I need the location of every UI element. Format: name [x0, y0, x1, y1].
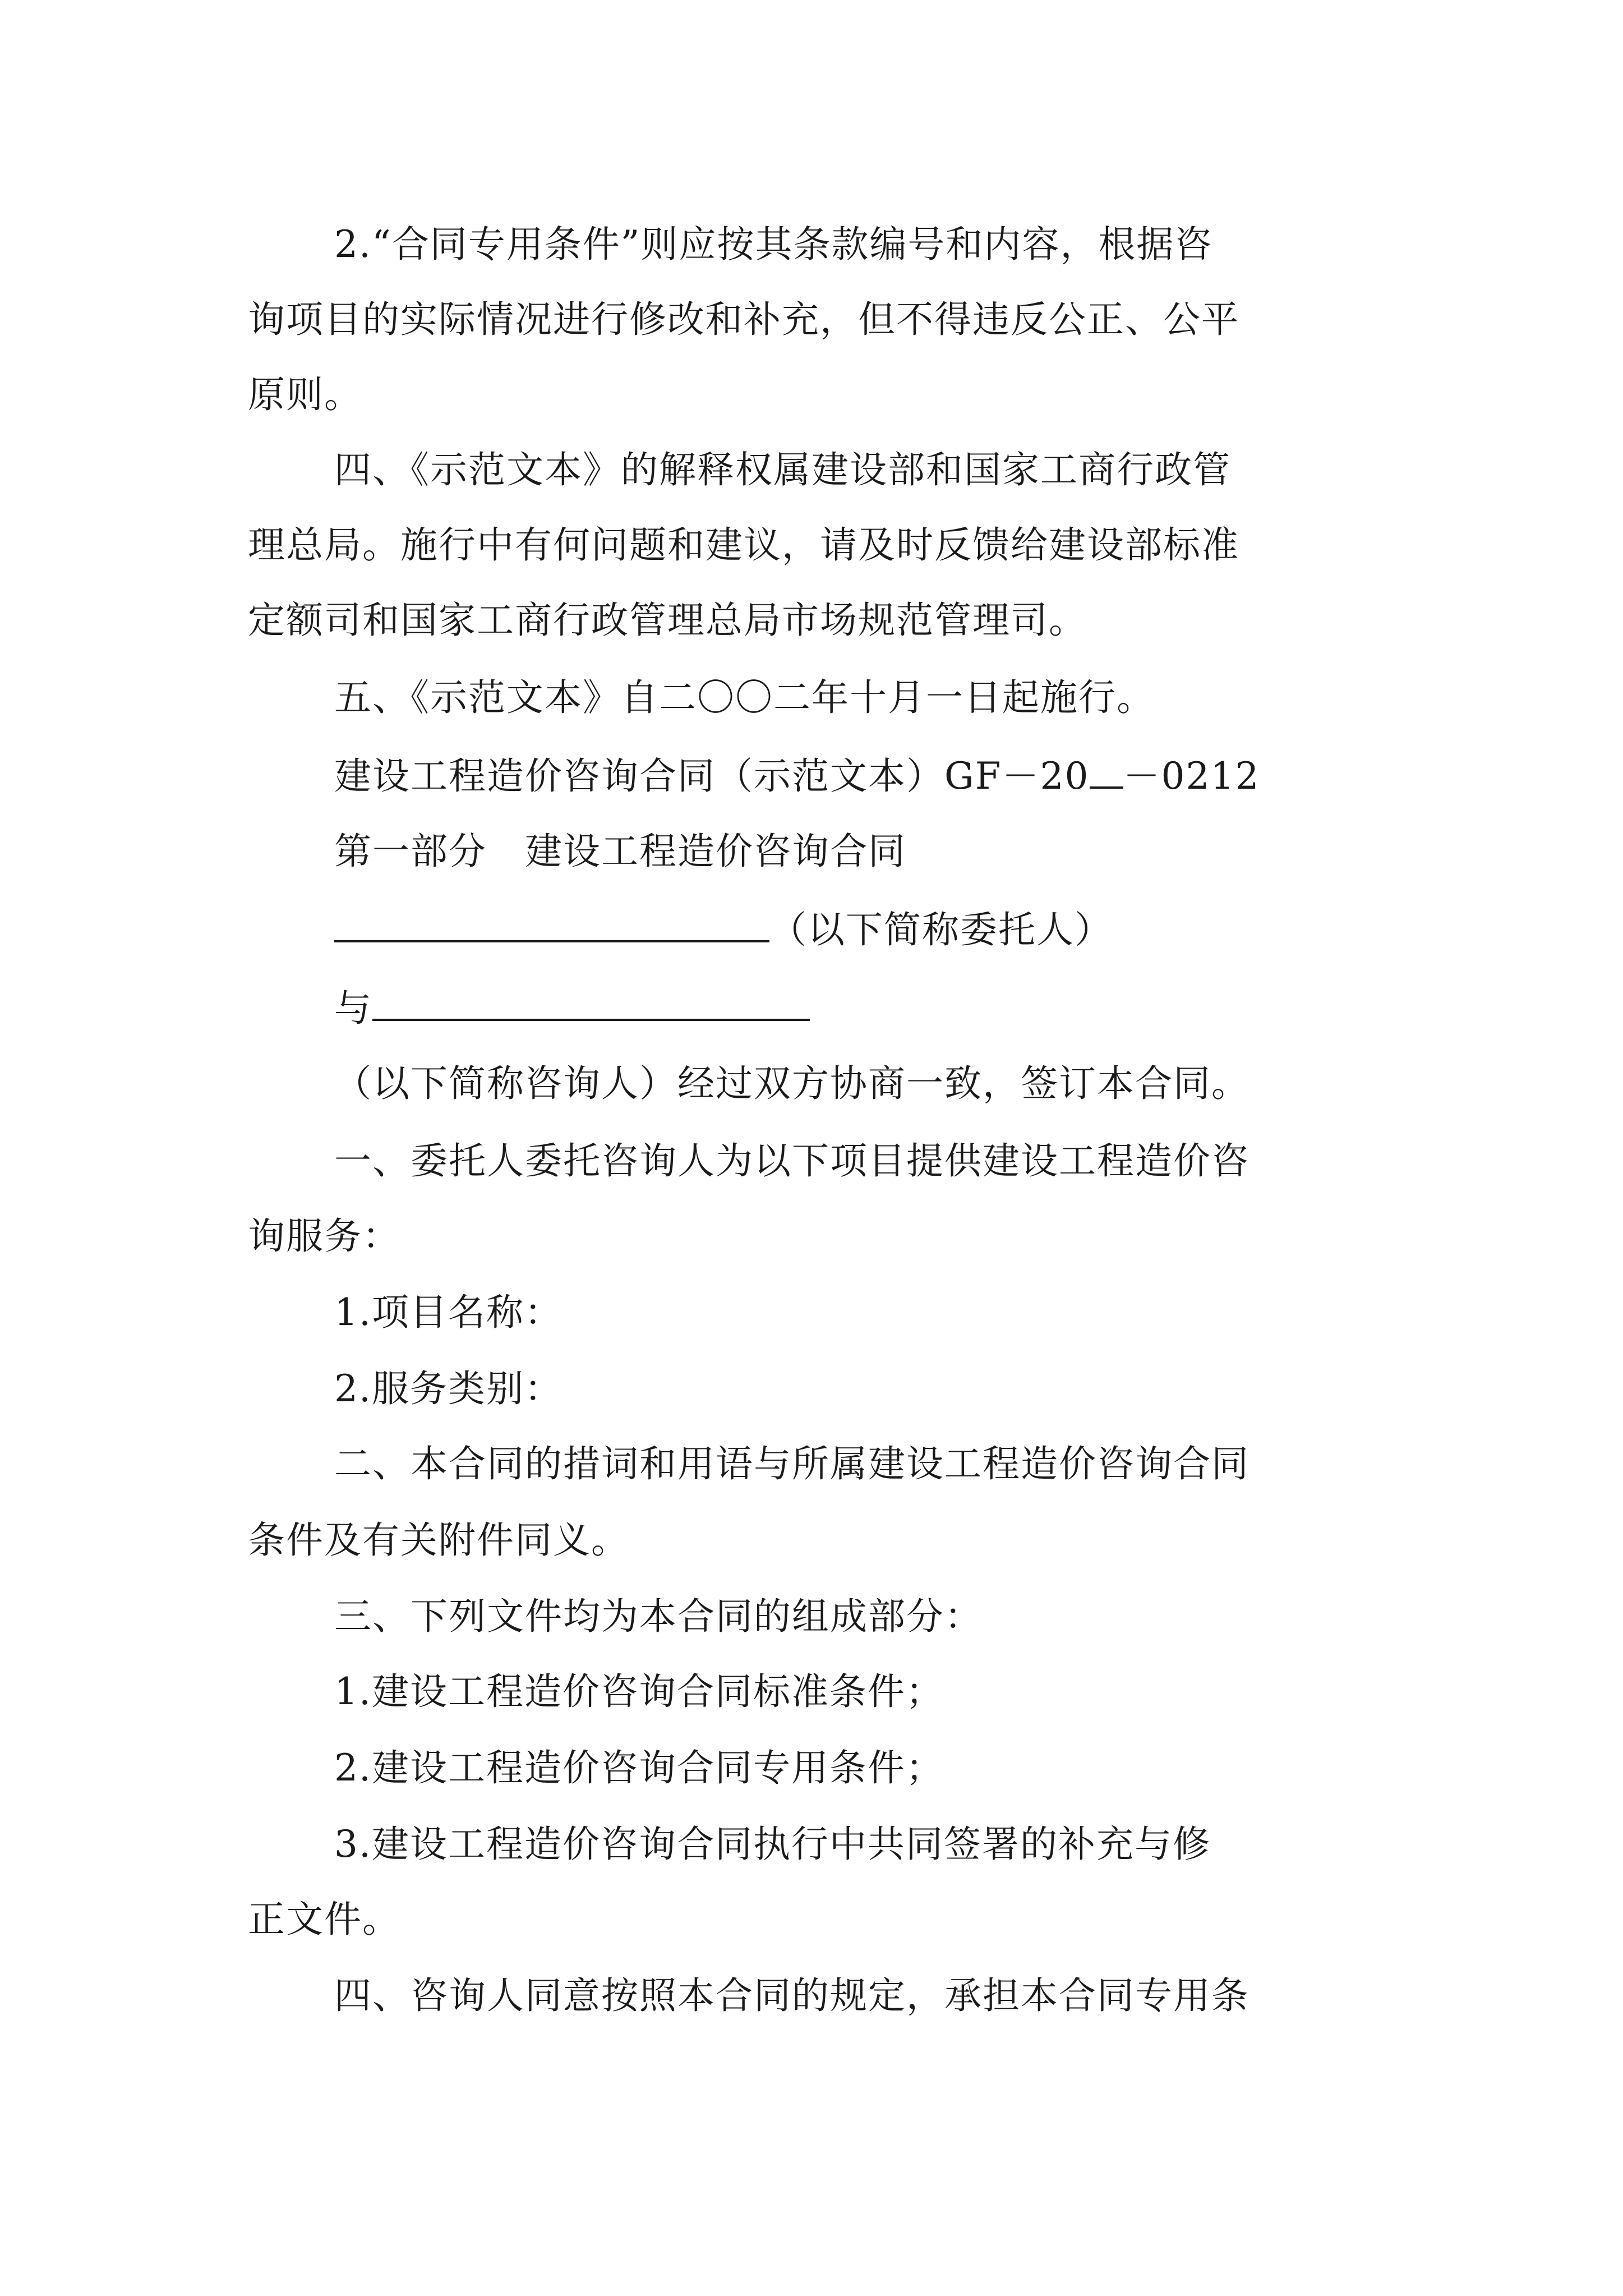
text-line: 第一部分 建设工程造价咨询合同: [334, 830, 906, 873]
text-line: 3.建设工程造价咨询合同执行中共同签署的补充与修: [334, 1823, 1211, 1866]
text-line: 三、下列文件均为本合同的组成部分：: [334, 1595, 983, 1638]
text-line: 一、委托人委托咨询人为以下项目提供建设工程造价咨: [334, 1139, 1249, 1182]
client-name-blank: [334, 903, 769, 942]
text-line: 询项目的实际情况进行修改和补充，但不得违反公正、公平: [248, 298, 1239, 341]
text-line: 条件及有关附件同义。: [248, 1519, 629, 1562]
text-line: 1.项目名称：: [334, 1291, 562, 1334]
text-line: 询服务：: [248, 1214, 400, 1258]
contract-code-line: [334, 749, 1260, 803]
text-line: 1.建设工程造价咨询合同标准条件；: [334, 1670, 944, 1713]
text-line: 2.建设工程造价咨询合同专用条件；: [334, 1746, 944, 1789]
text-line: 四、《示范文本》的解释权属建设部和国家工商行政管: [334, 448, 1231, 491]
and-prefix: 与: [334, 987, 372, 1030]
text-line: 五、《示范文本》自二〇〇二年十月一日起施行。: [334, 676, 1155, 719]
text-line: 理总局。施行中有何问题和建议，请及时反馈给建设部标准: [248, 523, 1239, 567]
year-blank: [1090, 753, 1123, 789]
contract-code-suffix: －0212: [1123, 754, 1260, 798]
consultant-name-blank: [372, 982, 810, 1021]
text-line: 正文件。: [248, 1898, 400, 1941]
text-line: 2.“合同专用条件”则应按其条款编号和内容，根据咨: [334, 223, 1213, 266]
text-line: 定额司和国家工商行政管理总局市场规范管理司。: [248, 599, 1087, 642]
contract-code-prefix: 建设工程造价咨询合同（示范文本）GF－20: [334, 754, 1090, 798]
text-line: 原则。: [248, 373, 362, 416]
client-line: [334, 903, 1113, 957]
text-line: 二、本合同的措词和用语与所属建设工程造价咨询合同: [334, 1442, 1249, 1485]
text-line: 四、咨询人同意按照本合同的规定，承担本合同专用条: [334, 1974, 1249, 2017]
text-line: 2.服务类别：: [334, 1367, 562, 1410]
text-line: （以下简称咨询人）经过双方协商一致，签订本合同。: [334, 1062, 1249, 1105]
client-suffix: （以下简称委托人）: [769, 908, 1113, 951]
consultant-line: [334, 982, 810, 1036]
